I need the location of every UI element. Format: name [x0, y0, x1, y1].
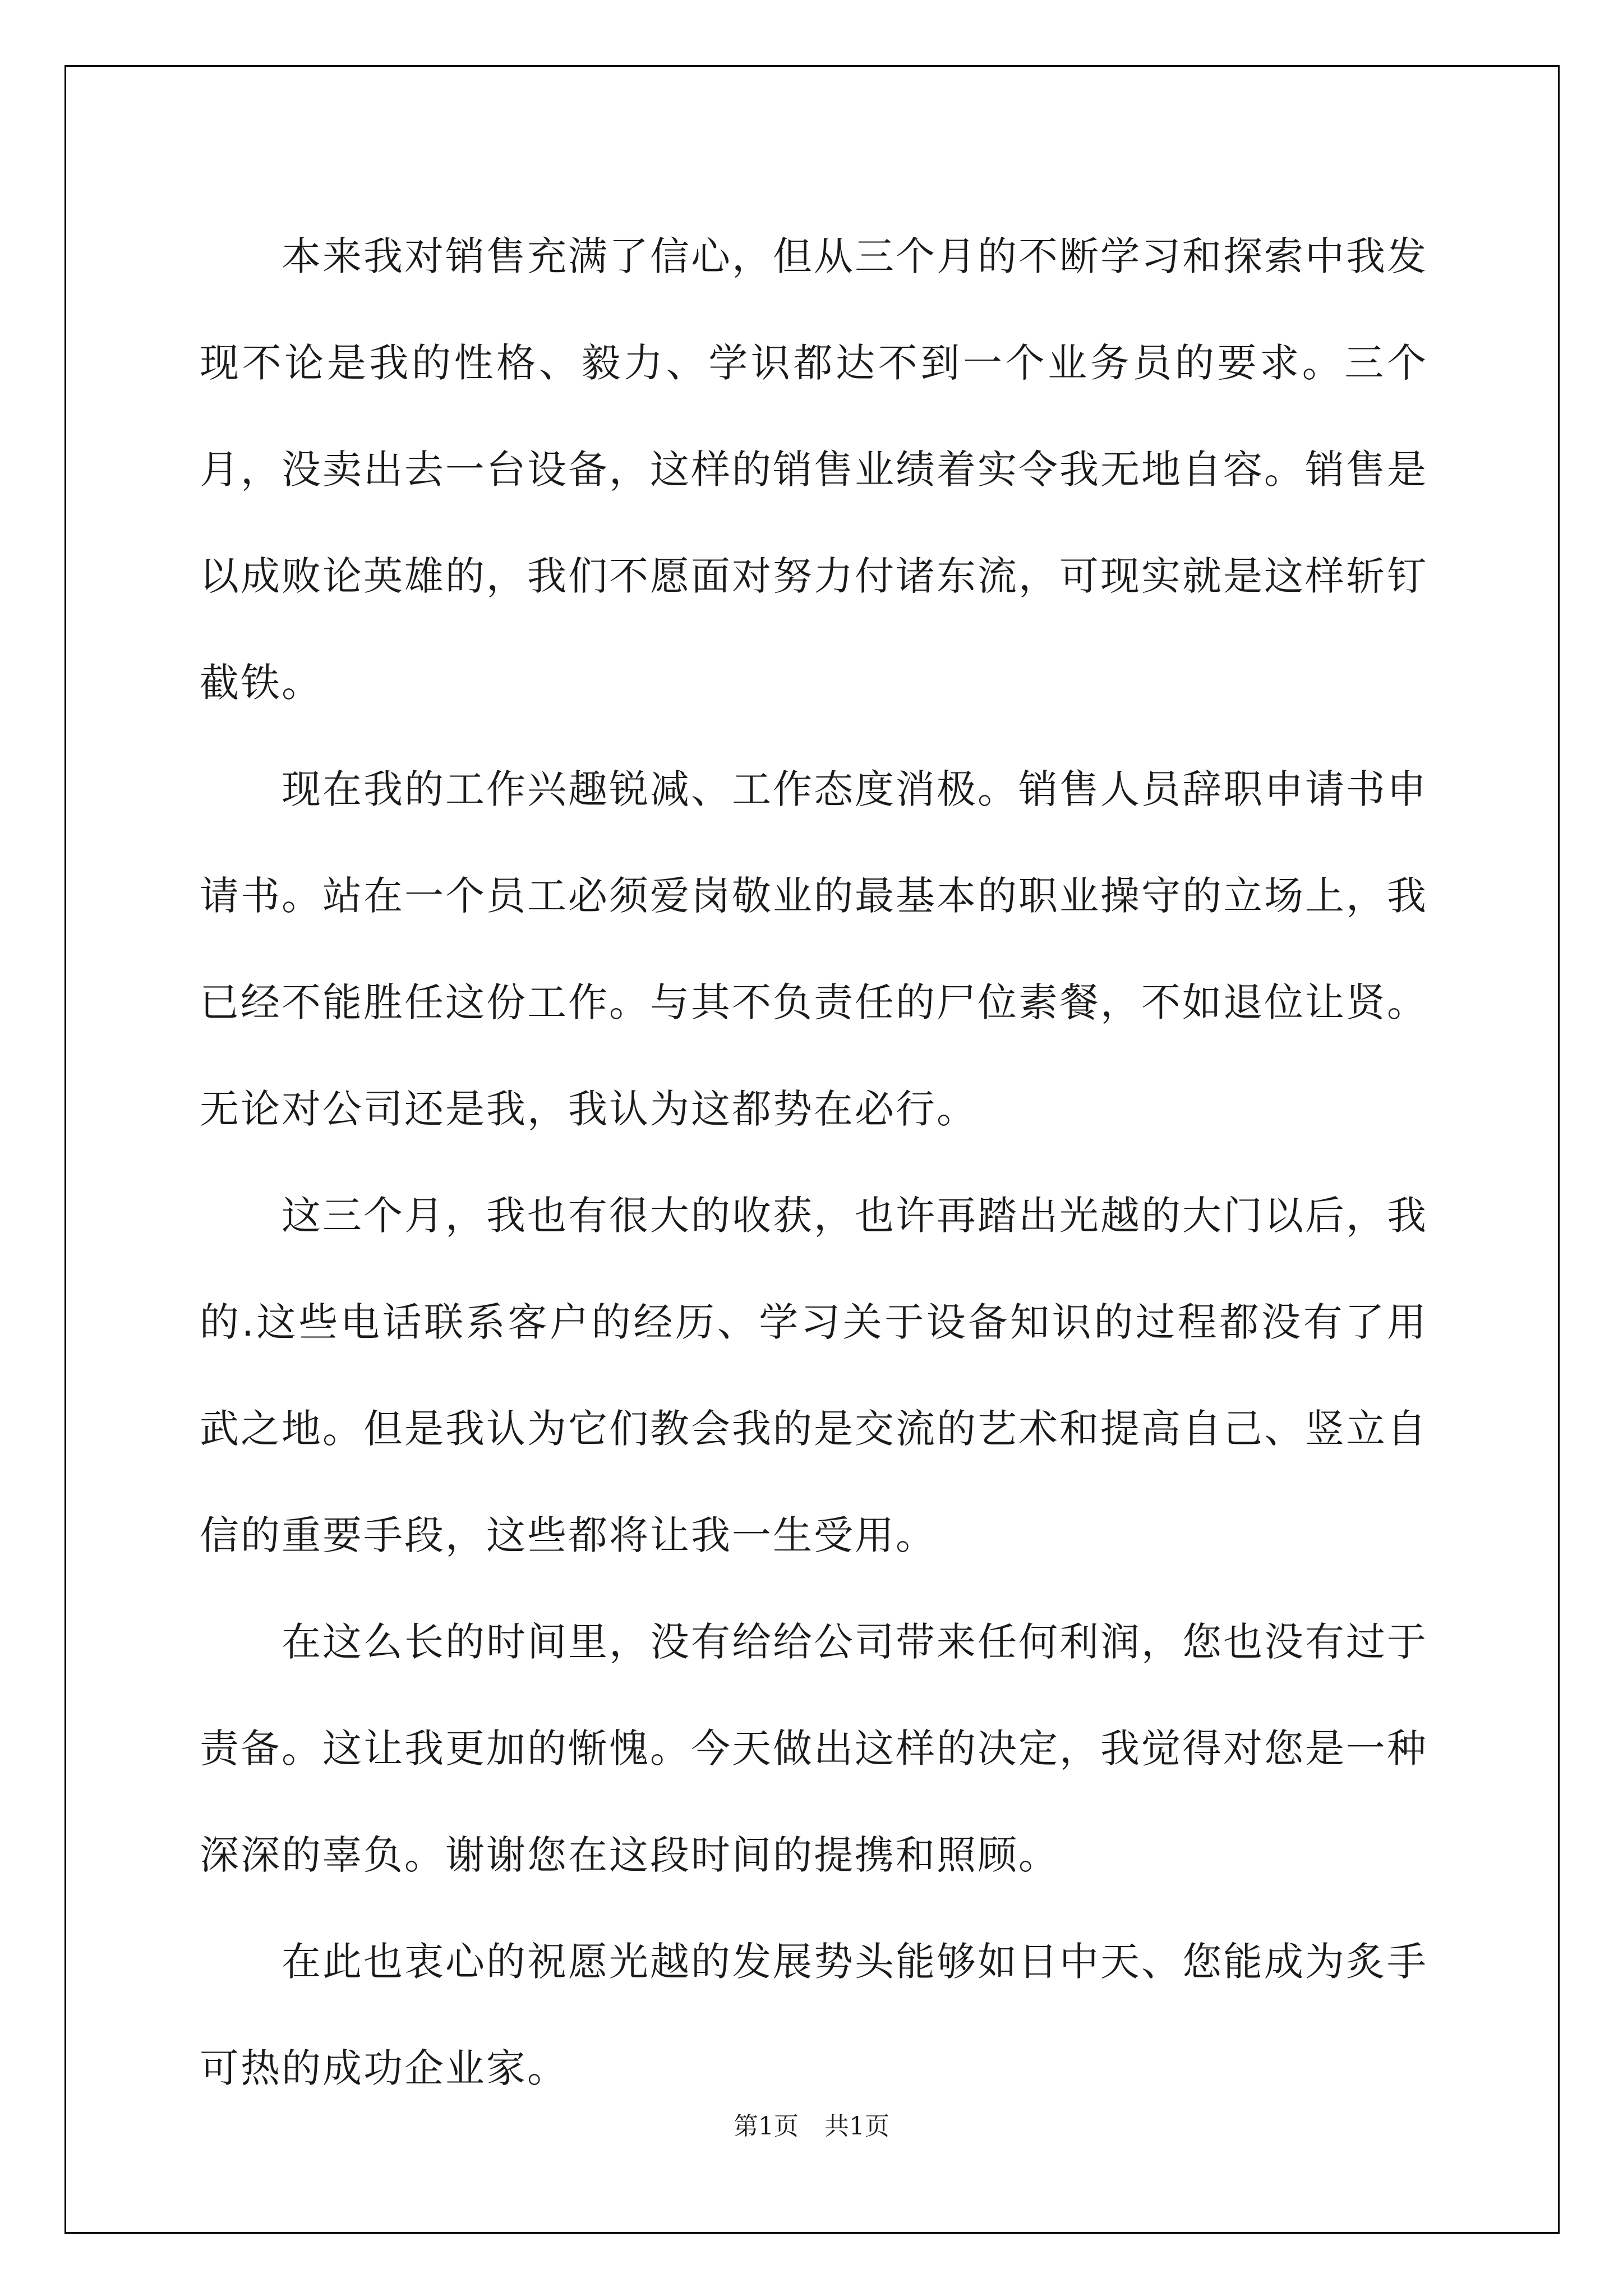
document-body [200, 203, 1428, 2122]
paragraph-1: 本来我对销售充满了信心，但从三个月的不断学习和探索中我发现不论是我的性格、毅力、学识都达不到一个业务员的要求。三个月，没卖出去一台设备，这样的销售业绩着实令我无地自容。销售是以成败论英雄的，我们不愿面对努力付诸东流，可现实就是这样斩钉截铁。 [200, 233, 1428, 706]
page-total: 共1页 [824, 2112, 889, 2141]
paragraph-4: 在这么长的时间里，没有给给公司带来任何利润，您也没有过于责备。这让我更加的惭愧。今天做出这样的决定，我觉得对您是一种深深的辜负。谢谢您在这段时间的提携和照顾。 [200, 1619, 1428, 1878]
paragraph-2: 现在我的工作兴趣锐减、工作态度消极。销售人员辞职申请书申请书。站在一个员工必须爱岗敬业的最基本的职业操守的立场上，我已经不能胜任这份工作。与其不负责任的尸位素餐，不如退位让贤。无论对公司还是我，我认为这都势在必行。 [200, 766, 1428, 1132]
paragraph-5: 在此也衷心的祝愿光越的发展势头能够如日中天、您能成为炙手可热的成功企业家。 [200, 1939, 1428, 2091]
paragraph-3: 这三个月，我也有很大的收获，也许再踏出光越的大门以后，我的.这些电话联系客户的经历、学习关于设备知识的过程都没有了用武之地。但是我认为它们教会我的是交流的艺术和提高自己、竖立自信的重要手段，这些都将让我一生受用。 [200, 1193, 1428, 1558]
page-footer [0, 2106, 1623, 2142]
page-number: 第1页 [734, 2112, 799, 2141]
